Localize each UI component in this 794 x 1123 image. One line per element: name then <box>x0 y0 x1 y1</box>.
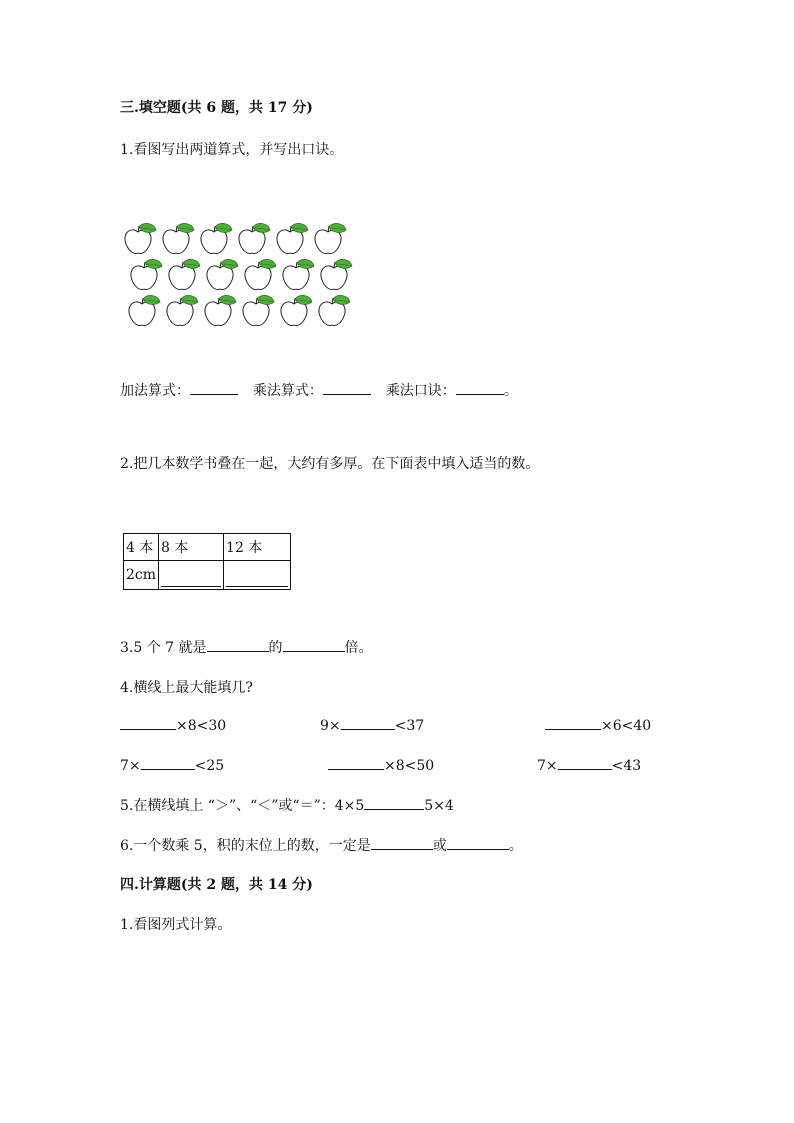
apple-with-leaf-icon <box>163 223 194 253</box>
apple-grid <box>120 218 360 330</box>
table-cell: 8 本 <box>159 534 224 561</box>
expression-text: <25 <box>194 758 225 774</box>
answer-blank[interactable] <box>341 717 395 730</box>
q4-item-e <box>328 757 434 774</box>
apple-with-leaf-icon <box>239 223 270 253</box>
rhyme-blank[interactable] <box>456 382 504 395</box>
expression-text: 9× <box>320 718 341 734</box>
table-row <box>124 534 291 561</box>
question-3-prefix: 3.5 个 7 就是 <box>120 640 207 656</box>
q4-item-d <box>120 757 224 774</box>
answer-blank[interactable] <box>364 797 424 810</box>
apple-with-leaf-icon <box>281 295 312 325</box>
expression-text: <37 <box>394 718 425 734</box>
question-3 <box>120 637 373 657</box>
section-3-title: 三.填空题(共 6 题，共 17 分) <box>120 100 313 116</box>
answer-blank[interactable] <box>545 717 601 730</box>
apple-with-leaf-icon <box>205 295 236 325</box>
answer-cell-8-books[interactable] <box>159 561 224 590</box>
q4-item-a <box>120 717 226 734</box>
apple-with-leaf-icon <box>315 223 346 253</box>
answer-blank[interactable] <box>371 837 433 850</box>
expression-text: <43 <box>611 758 642 774</box>
answer-blank[interactable] <box>447 837 509 850</box>
expression-text: 7× <box>537 758 558 774</box>
question-3-mid: 的 <box>268 640 283 656</box>
apple-with-leaf-icon <box>131 259 162 289</box>
q4-item-f <box>537 757 641 774</box>
apple-with-leaf-icon <box>321 259 352 289</box>
apple-with-leaf-icon <box>319 295 350 325</box>
question-3-end: 倍。 <box>344 640 373 656</box>
multiplication-label: 乘法算式： <box>252 383 323 399</box>
apple-with-leaf-icon <box>277 223 308 253</box>
answer-blank[interactable] <box>207 639 269 652</box>
question-4-text: 4.横线上最大能填几? <box>120 680 253 696</box>
apple-with-leaf-icon <box>125 223 156 253</box>
expression-text: 7× <box>120 758 141 774</box>
answer-blank[interactable] <box>558 757 612 770</box>
apple-with-leaf-icon <box>245 259 276 289</box>
rhyme-label: 乘法口诀： <box>385 383 456 399</box>
question-5-end: 5×4 <box>424 798 454 814</box>
question-1-text: 1.看图写出两道算式，并写出口诀。 <box>120 142 344 158</box>
question-6-prefix: 6.一个数乘 5，积的末位上的数，一定是 <box>120 838 371 854</box>
apple-with-leaf-icon <box>167 295 198 325</box>
question-5-prefix: 5.在横线填上 “＞”、“＜”或“＝”：4×5 <box>120 798 365 814</box>
apple-with-leaf-icon <box>283 259 314 289</box>
apple-with-leaf-icon <box>207 259 238 289</box>
expression-text: ×6<40 <box>601 718 652 734</box>
expression-text: ×8<30 <box>176 718 227 734</box>
question-5 <box>120 795 454 815</box>
book-thickness-table <box>123 533 291 590</box>
section-4-title: 四.计算题(共 2 题，共 14 分) <box>120 877 313 893</box>
period: 。 <box>503 383 518 399</box>
table-cell: 2cm <box>124 561 159 590</box>
answer-blank[interactable] <box>141 757 195 770</box>
q4-item-c <box>545 717 651 734</box>
answer-blank[interactable] <box>120 717 176 730</box>
addition-blank[interactable] <box>190 382 238 395</box>
answer-cell-12-books[interactable] <box>224 561 291 590</box>
expression-text: ×8<50 <box>384 758 435 774</box>
question-6-mid: 或 <box>432 838 447 854</box>
q4-item-b <box>320 717 424 734</box>
answer-blank[interactable] <box>328 757 384 770</box>
multiplication-blank[interactable] <box>323 382 371 395</box>
apple-with-leaf-icon <box>201 223 232 253</box>
question-2-text: 2.把几本数学书叠在一起，大约有多厚。在下面表中填入适当的数。 <box>120 456 540 472</box>
apple-with-leaf-icon <box>169 259 200 289</box>
question-6-end: 。 <box>508 838 523 854</box>
addition-label: 加法算式： <box>120 383 190 399</box>
section-4-question-1-text: 1.看图列式计算。 <box>120 917 232 933</box>
apple-with-leaf-icon <box>243 295 274 325</box>
table-cell: 12 本 <box>224 534 291 561</box>
question-1-answers <box>120 380 518 400</box>
question-6 <box>120 835 523 855</box>
apple-with-leaf-icon <box>129 295 160 325</box>
answer-blank[interactable] <box>283 639 345 652</box>
table-row <box>124 561 291 590</box>
table-cell: 4 本 <box>124 534 159 561</box>
